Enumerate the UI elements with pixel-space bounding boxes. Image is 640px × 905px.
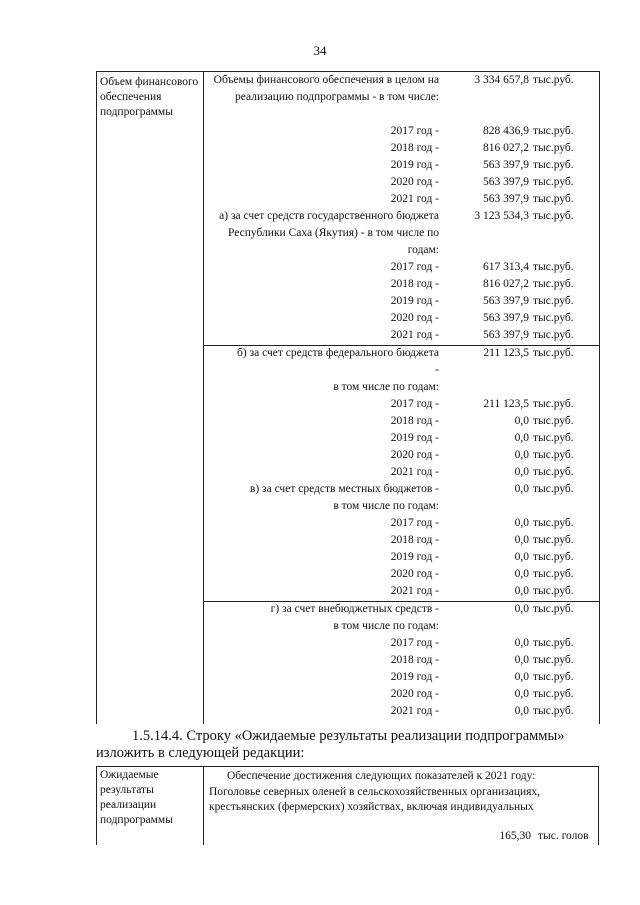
year-value: 828 436,9 [483, 125, 529, 137]
federal-budget-text: б) за счет средств федерального бюджета [237, 347, 439, 359]
by-years-label: в том числе по годам: [333, 500, 439, 512]
unit-label: тыс.руб. [533, 688, 574, 700]
federal-year-row [203, 464, 599, 481]
regional-year-row [203, 276, 599, 293]
year-label: 2018 год - [390, 142, 439, 154]
extrabudgetary-year-row [203, 686, 599, 703]
extrabudgetary-year-row [203, 703, 599, 720]
year-value: 0,0 [514, 637, 529, 649]
unit-label: тыс.руб. [533, 705, 574, 717]
reindeer-indicator-value: 165,30 [499, 830, 531, 842]
financing-table [96, 71, 599, 724]
year-value: 563 397,9 [483, 193, 529, 205]
year-value: 0,0 [514, 585, 529, 597]
year-label: 2017 год - [390, 398, 439, 410]
unit-label: тыс.руб. [533, 329, 574, 341]
unit-label: тыс.руб. [533, 449, 574, 461]
total-financing-value: 3 334 657,8 [474, 74, 529, 86]
unit-label: тыс.руб. [533, 517, 574, 529]
year-label: 2021 год - [390, 193, 439, 205]
amendment-line-1: 1.5.14.4. Строку «Ожидаемые результаты реализации подпрограммы» [132, 728, 565, 744]
local-year-row [203, 566, 599, 583]
unit-label: тыс.руб. [533, 312, 574, 324]
unit-label: тыс.руб. [533, 483, 574, 495]
year-value: 563 397,9 [483, 176, 529, 188]
local-year-row [203, 583, 599, 600]
federal-dash-row [203, 362, 599, 379]
year-label: 2017 год - [390, 261, 439, 273]
unit-label: тыс.руб. [533, 347, 574, 359]
unit-label: тыс.руб. [533, 585, 574, 597]
regional-year-row [203, 293, 599, 310]
local-budget-value: 0,0 [514, 483, 529, 495]
total-year-row [203, 157, 599, 174]
year-value: 0,0 [514, 705, 529, 717]
year-value: 0,0 [514, 654, 529, 666]
page-number: 34 [313, 43, 327, 58]
year-value: 563 397,9 [483, 329, 529, 341]
year-value: 0,0 [514, 568, 529, 580]
year-value: 816 027,2 [483, 142, 529, 154]
year-label: 2019 год - [390, 432, 439, 444]
extrabudgetary-text: г) за счет внебюджетных средств - [270, 603, 439, 615]
unit-label: тыс.руб. [533, 671, 574, 683]
unit-label: тыс.руб. [533, 193, 574, 205]
year-value: 0,0 [514, 671, 529, 683]
year-value: 617 313,4 [483, 261, 529, 273]
year-label: 2020 год - [390, 568, 439, 580]
year-label: 2017 год - [390, 637, 439, 649]
year-label: 2021 год - [390, 466, 439, 478]
by-years-label: в том числе по годам: [333, 381, 439, 393]
extrabudgetary-year-row [203, 652, 599, 669]
unit-label: тыс.руб. [533, 432, 574, 444]
extrabudgetary-year-row [203, 669, 599, 686]
extrabudgetary-row [203, 601, 599, 618]
year-label: 2020 год - [390, 312, 439, 324]
unit-label: тыс.руб. [533, 159, 574, 171]
expected-results-text [209, 769, 599, 816]
unit-label: тыс.руб. [533, 654, 574, 666]
unit-label: тыс.руб. [533, 534, 574, 546]
year-value: 563 397,9 [483, 159, 529, 171]
federal-by-years-row [203, 379, 599, 396]
local-year-row [203, 549, 599, 566]
total-year-row [203, 140, 599, 157]
extrabudgetary-year-row [203, 635, 599, 652]
year-label: 2018 год - [390, 654, 439, 666]
by-years-label: в том числе по годам: [333, 620, 439, 632]
federal-budget-value: 211 123,5 [483, 347, 529, 359]
total-year-row [203, 123, 599, 140]
year-label: 2019 год - [390, 295, 439, 307]
local-budget-text: в) за счет средств местных бюджетов - [249, 483, 439, 495]
unit-label: тыс.руб. [533, 176, 574, 188]
year-value: 0,0 [514, 551, 529, 563]
unit-label: тыс.руб. [533, 261, 574, 273]
regional-year-row [203, 259, 599, 276]
unit-label: тыс.руб. [533, 551, 574, 563]
reindeer-indicator-unit: тыс. голов [538, 830, 589, 842]
year-value: 0,0 [514, 466, 529, 478]
unit-label: тыс.руб. [533, 466, 574, 478]
expected-results-table [96, 766, 599, 845]
unit-label: тыс.руб. [533, 398, 574, 410]
year-value: 0,0 [514, 449, 529, 461]
unit-label: тыс.руб. [533, 295, 574, 307]
federal-budget-row [203, 345, 599, 362]
total-financing-text: Объемы финансового обеспечения в целом на реализацию подпрограммы - в том числе: [213, 74, 439, 103]
year-label: 2020 год - [390, 688, 439, 700]
amendment-paragraph [96, 728, 602, 762]
local-budget-row [203, 481, 599, 498]
year-value: 211 123,5 [483, 398, 529, 410]
regional-year-row [203, 310, 599, 327]
unit-label: тыс.руб. [533, 415, 574, 427]
expected-results-intro: Обеспечение достижения следующих показателей к 2021 году: [227, 770, 536, 782]
table-border-left [96, 71, 97, 724]
year-label: 2017 год - [390, 517, 439, 529]
year-value: 0,0 [514, 432, 529, 444]
regional-budget-text: а) за счет средств государственного бюджета Республики Саха (Якутия) - в том числе по годам: [219, 210, 439, 256]
federal-year-row [203, 396, 599, 413]
year-label: 2019 год - [390, 671, 439, 683]
federal-year-row [203, 430, 599, 447]
federal-year-row [203, 413, 599, 430]
unit-label: тыс.руб. [533, 603, 574, 615]
extrabudgetary-value: 0,0 [514, 603, 529, 615]
unit-label: тыс.руб. [533, 125, 574, 137]
total-year-row [203, 191, 599, 208]
year-value: 0,0 [514, 688, 529, 700]
year-value: 0,0 [514, 517, 529, 529]
regional-budget-unit: тыс.руб. [533, 210, 574, 222]
year-label: 2021 год - [390, 705, 439, 717]
year-label: 2020 год - [390, 176, 439, 188]
year-label: 2018 год - [390, 278, 439, 290]
regional-year-row [203, 327, 599, 344]
year-value: 563 397,9 [483, 312, 529, 324]
total-financing-unit: тыс.руб. [533, 74, 574, 86]
year-value: 0,0 [514, 415, 529, 427]
unit-label: тыс.руб. [533, 637, 574, 649]
year-value: 563 397,9 [483, 295, 529, 307]
financing-volume-header: Объем финансового обеспечения подпрограммы [100, 76, 199, 118]
reindeer-indicator-text: Поголовье северных оленей в сельскохозяйственных организациях, крестьянских (фермерских) хозяйствах, включая индивидуальных [209, 785, 541, 813]
local-by-years-row [203, 498, 599, 515]
year-label: 2019 год - [390, 159, 439, 171]
federal-year-row [203, 447, 599, 464]
local-year-row [203, 515, 599, 532]
year-label: 2020 год - [390, 449, 439, 461]
expected-results-header: Ожидаемые результаты реализации подпрограммы [100, 769, 173, 826]
unit-label: тыс.руб. [533, 278, 574, 290]
regional-budget-value: 3 123 534,3 [474, 210, 529, 222]
year-label: 2021 год - [390, 329, 439, 341]
year-label: 2018 год - [390, 534, 439, 546]
table-border-right [599, 71, 600, 724]
local-year-row [203, 532, 599, 549]
year-value: 816 027,2 [483, 278, 529, 290]
year-label: 2017 год - [390, 125, 439, 137]
table-column-divider [203, 766, 204, 845]
year-label: 2019 год - [390, 551, 439, 563]
federal-dash: - [435, 364, 439, 376]
unit-label: тыс.руб. [533, 142, 574, 154]
year-label: 2021 год - [390, 585, 439, 597]
total-year-row [203, 174, 599, 191]
unit-label: тыс.руб. [533, 568, 574, 580]
year-label: 2018 год - [390, 415, 439, 427]
amendment-line-2: изложить в следующей редакции: [96, 745, 305, 761]
extrabudgetary-by-years-row [203, 618, 599, 635]
year-value: 0,0 [514, 534, 529, 546]
